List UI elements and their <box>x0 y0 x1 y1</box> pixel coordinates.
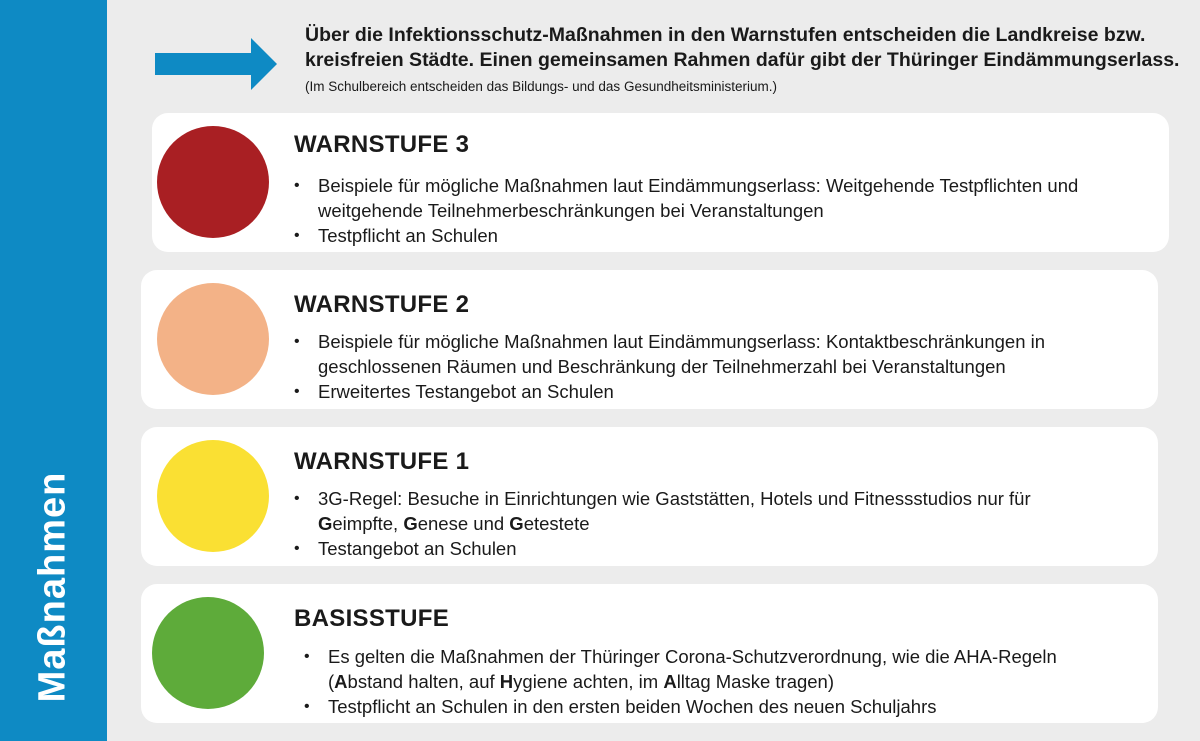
item-text: enese und <box>417 513 510 534</box>
list-item: • Testpflicht an Schulen in den ersten beiden Wochen des neuen Schuljahrs <box>304 694 1154 719</box>
level-title: WARNSTUFE 2 <box>294 291 470 318</box>
item-text: ( <box>328 671 335 692</box>
list-item <box>304 644 1154 694</box>
intro-main: Über die Infektionsschutz-Maßnahmen in den Warnstufen entscheiden die Landkreise bzw. kreisfreien Städte. Einen gemeinsamen Rahmen dafür gibt der Thüringer Eindämmungserlass. <box>305 24 1180 71</box>
level-items <box>294 173 1164 248</box>
level-title: WARNSTUFE 3 <box>294 131 470 158</box>
intro-note: (Im Schulbereich entscheiden das Bildungs- und das Gesundheitsministerium.) <box>305 79 777 94</box>
level-dot-orange <box>157 283 269 395</box>
bold-letter: G <box>318 513 333 534</box>
level-dot-yellow <box>157 440 269 552</box>
level-items <box>294 486 1154 561</box>
list-item: • Beispiele für mögliche Maßnahmen laut Eindämmungserlass: Kontaktbeschränkungen in geschlossenen Räumen und Beschränkung der Teilnehmerzahl bei Veranstaltungen <box>294 329 1154 379</box>
level-items <box>304 644 1154 719</box>
list-item: • Testpflicht an Schulen <box>294 223 1164 248</box>
level-items <box>294 329 1154 404</box>
arrow-right-icon <box>155 38 277 90</box>
bold-letter: G <box>403 513 418 534</box>
level-title: WARNSTUFE 1 <box>294 448 470 475</box>
level-card-warnstufe-2 <box>141 270 1158 409</box>
list-item: • Erweitertes Testangebot an Schulen <box>294 379 1154 404</box>
level-card-basisstufe <box>141 584 1158 723</box>
bold-letter: H <box>499 671 514 692</box>
level-card-warnstufe-1 <box>141 427 1158 566</box>
sidebar <box>0 0 107 741</box>
item-text: ygiene achten, im <box>513 671 664 692</box>
item-text: eimpfte, <box>332 513 404 534</box>
level-dot-green <box>152 597 264 709</box>
item-text: etestete <box>523 513 590 534</box>
sidebar-title: Maßnahmen <box>31 471 74 703</box>
bold-letter: A <box>334 671 348 692</box>
bold-letter: A <box>663 671 677 692</box>
item-text: Es gelten die Maßnahmen der Thüringer Corona-Schutzverordnung, wie die AHA-Regeln <box>328 646 1057 667</box>
bold-letter: G <box>509 513 524 534</box>
item-text: bstand halten, auf <box>347 671 500 692</box>
item-text: lltag Maske tragen) <box>676 671 835 692</box>
item-text: 3G-Regel: Besuche in Einrichtungen wie Gaststätten, Hotels und Fitnessstudios nur für <box>318 488 1031 509</box>
list-item <box>294 486 1154 536</box>
level-title: BASISSTUFE <box>294 605 450 632</box>
list-item: • Beispiele für mögliche Maßnahmen laut Eindämmungserlass: Weitgehende Testpflichten und weitgehende Teilnehmerbeschränkungen bei Veranstaltungen <box>294 173 1164 223</box>
level-card-warnstufe-3 <box>152 113 1169 252</box>
level-dot-red <box>157 126 269 238</box>
list-item: • Testangebot an Schulen <box>294 536 1154 561</box>
intro-text <box>305 23 1185 99</box>
